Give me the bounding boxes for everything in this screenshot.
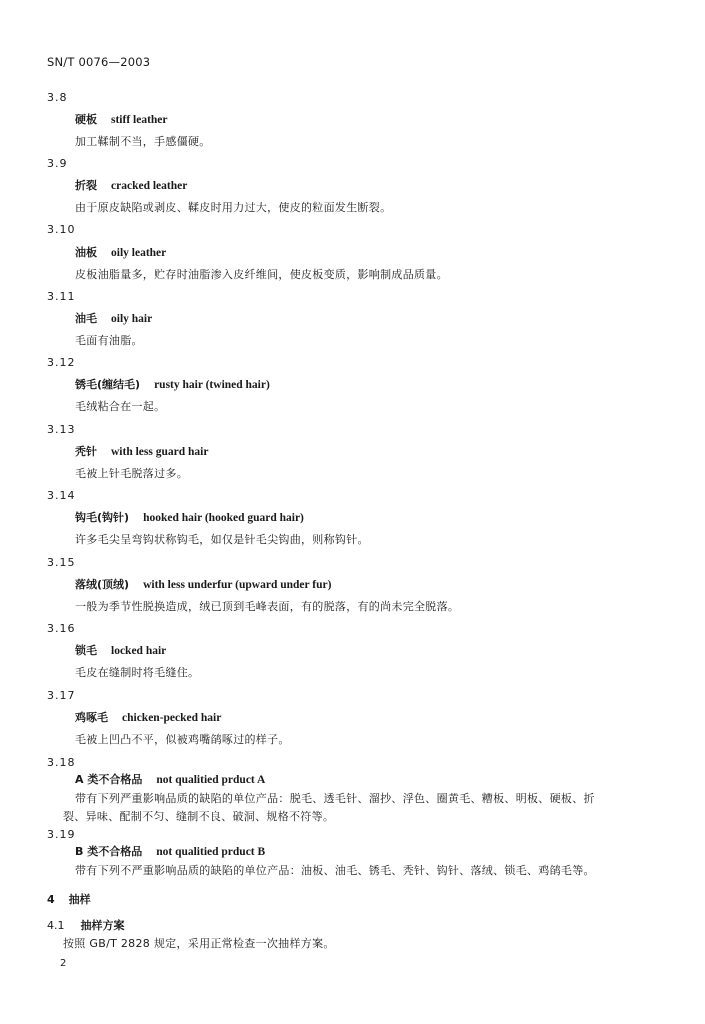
- term-definition-continued: 裂、异味、配制不匀、缝制不良、破洞、规格不符等。: [63, 810, 335, 823]
- term-definition: 由于原皮缺陷或剥皮、鞣皮时用力过大，使皮的粒面发生断裂。: [75, 201, 392, 214]
- clause-number: 3.17: [47, 689, 76, 702]
- term-en: with less underfur (upward under fur): [143, 579, 332, 591]
- term-zh: A 类不合格品: [75, 773, 143, 786]
- section-title: 抽样: [68, 893, 91, 906]
- term-zh: 油毛: [75, 312, 97, 325]
- term-definition: 毛皮在缝制时将毛缝住。: [75, 666, 200, 679]
- term-heading: [75, 378, 270, 392]
- clause-number: 3.19: [47, 828, 76, 841]
- term-en: stiff leather: [111, 114, 168, 126]
- subsection-title: 抽样方案: [80, 919, 125, 932]
- term-definition: 毛被上针毛脱落过多。: [75, 467, 188, 480]
- term-en: locked hair: [111, 645, 167, 657]
- clause-number: 3.16: [47, 622, 76, 635]
- term-heading: [75, 578, 331, 592]
- term-zh: 油板: [75, 246, 97, 259]
- standard-id-header: SN/T 0076—2003: [47, 55, 151, 69]
- term-heading: [75, 179, 187, 193]
- term-heading: [75, 113, 168, 127]
- term-en: oily hair: [111, 313, 153, 325]
- term-zh: 鸡啄毛: [75, 711, 108, 724]
- term-en: cracked leather: [111, 180, 188, 192]
- page-number: 2: [60, 958, 67, 969]
- term-heading: [75, 773, 265, 787]
- term-heading: [75, 511, 304, 525]
- term-en: not qualitied prduct B: [156, 846, 266, 858]
- term-definition: 毛被上凹凸不平，似被鸡嘴鹐啄过的样子。: [75, 733, 290, 746]
- section-heading: [47, 893, 91, 907]
- term-heading: [75, 845, 265, 859]
- term-definition: 许多毛尖呈弯钩状称钩毛，如仅是针毛尖钩曲，则称钩针。: [75, 533, 369, 546]
- clause-number: 3.14: [47, 489, 76, 502]
- term-en: not qualitied prduct A: [156, 774, 266, 786]
- term-heading: [75, 711, 221, 725]
- term-heading: [75, 644, 166, 658]
- term-heading: [75, 312, 152, 326]
- term-en: oily leather: [111, 247, 167, 259]
- term-zh: 锁毛: [75, 644, 97, 657]
- clause-number: 3.13: [47, 423, 76, 436]
- term-definition: 皮板油脂量多，贮存时油脂渗入皮纤维间，使皮板变质，影响制成品质量。: [75, 268, 448, 281]
- term-en: chicken-pecked hair: [122, 712, 222, 724]
- clause-number: 3.12: [47, 356, 76, 369]
- subsection-heading: [47, 919, 125, 933]
- clause-number: 3.9: [47, 157, 68, 170]
- clause-number: 3.8: [47, 91, 68, 104]
- term-zh: 锈毛(缠结毛): [75, 378, 141, 391]
- term-zh: 折裂: [75, 179, 97, 192]
- term-definition: 一般为季节性脱换造成，绒已顶到毛峰表面，有的脱落，有的尚未完全脱落。: [75, 600, 460, 613]
- term-en: hooked hair (hooked guard hair): [143, 512, 304, 524]
- term-definition: 毛面有油脂。: [75, 334, 143, 347]
- clause-number: 3.15: [47, 556, 76, 569]
- clause-number: 3.18: [47, 756, 76, 769]
- term-definition: 带有下列不严重影响品质的缺陷的单位产品：油板、油毛、锈毛、秃针、钩针、落绒、锁毛、鸡鹐毛等。: [75, 864, 595, 877]
- term-en: with less guard hair: [111, 446, 209, 458]
- term-definition: 加工鞣制不当，手感僵硬。: [75, 135, 211, 148]
- term-zh: 落绒(顶绒): [75, 578, 130, 591]
- term-zh: 硬板: [75, 113, 97, 126]
- clause-number: 3.11: [47, 290, 76, 303]
- term-zh: B 类不合格品: [75, 845, 143, 858]
- subsection-text: 按照 GB/T 2828 规定，采用正常检查一次抽样方案。: [63, 937, 335, 950]
- subsection-number: 4.1: [47, 919, 65, 932]
- term-definition: 毛绒粘合在一起。: [75, 400, 166, 413]
- clause-number: 3.10: [47, 223, 76, 236]
- term-zh: 秃针: [75, 445, 97, 458]
- term-en: rusty hair (twined hair): [154, 379, 270, 391]
- term-definition: 带有下列严重影响品质的缺陷的单位产品：脱毛、透毛针、溜抄、浮色、圈黄毛、糟板、明板、硬板、折: [75, 792, 595, 805]
- term-heading: [75, 246, 166, 260]
- term-zh: 钩毛(钩针): [75, 511, 130, 524]
- term-heading: [75, 445, 208, 459]
- section-number: 4: [47, 893, 55, 906]
